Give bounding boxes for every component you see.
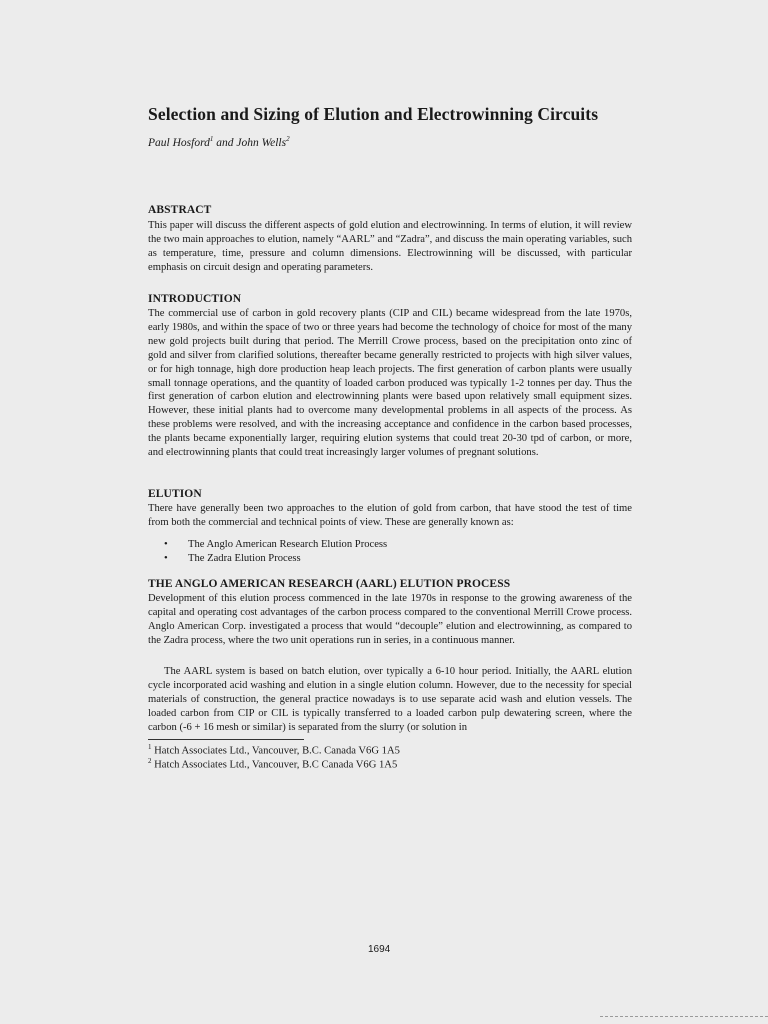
elution-process-list xyxy=(148,538,628,566)
affiliation-mark: 1 xyxy=(209,135,214,143)
footnote-mark: 1 xyxy=(148,743,152,751)
introduction-heading: INTRODUCTION xyxy=(148,293,242,305)
affiliation-mark: 2 xyxy=(286,135,290,143)
list-item xyxy=(148,538,628,552)
page-number: 1694 xyxy=(368,944,391,955)
list-item xyxy=(148,552,628,566)
abstract-heading: ABSTRACT xyxy=(148,204,212,216)
footnote xyxy=(148,757,397,771)
abstract-text: This paper will discuss the different aspects of gold elution and electrowinning. In terms of elution, it will review the two main approaches to elution, namely “AARL” and “Zadra”, and discuss the main operating variables, such as temperature, time, pressure and column dimensions. Electrowinning will be discussed, with particular emphasis on circuit design and operating parameters. xyxy=(148,220,632,273)
footnote-text: Hatch Associates Ltd., Vancouver, B.C. Canada V6G 1A5 xyxy=(151,745,400,757)
footnote xyxy=(148,743,400,757)
footnote-text: Hatch Associates Ltd., Vancouver, B.C Canada V6G 1A5 xyxy=(151,759,398,771)
author-line xyxy=(148,135,290,149)
paper-title: Selection and Sizing of Elution and Electrowinning Circuits xyxy=(148,104,599,124)
elution-text: There have generally been two approaches to the elution of gold from carbon, that have stood the test of time from both the commercial and technical points of view. These are generally known as: xyxy=(148,503,632,528)
aarl-paragraph-2: The AARL system is based on batch elution, over typically a 6-10 hour period. Initially, the AARL elution cycle incorporated acid washing and elution in a single elution column. However, due to the necessity for special materials of construction, the general practice nowadays is to use separate acid wash and elution vessels. The loaded carbon from CIP or CIL is typically transferred to a loaded carbon pulp dewatering screen, where the carbon (-6 + 16 mesh or similar) is separated from the slurry (or solution in xyxy=(148,666,632,733)
list-item-text: The Anglo American Research Elution Process xyxy=(188,539,388,550)
introduction-text: The commercial use of carbon in gold recovery plants (CIP and CIL) became widespread from the late 1970s, early 1980s, and within the space of two or three years had become the technology of choice for most of the many new gold projects built during that period. The Merrill Crowe process, based on the precipitation onto zinc of gold and silver from clarified solutions, thereafter became generally restricted to projects with high silver values, or for high tonnage, high dore production heap leach projects. The first generation of carbon plants were usually small tonnage operations, and the quantity of loaded carbon produced was typically 1-2 tonnes per day. Thus the first generation of carbon elution and electrowinning plants were based upon relatively small equipment sizes. However, these initial plants had to overcome many developmental problems in all aspects of the process. As these problems were resolved, and with the increasing acceptance and confidence in the carbon based processes, the plants became exponentially larger, requiring elution systems that could treat 20-30 tpd of carbon, or more, and electrowinning plants that could treat increasingly larger volumes of pregnant solutions. xyxy=(148,308,632,459)
author-name: Paul Hosford xyxy=(148,136,210,149)
list-item-text: The Zadra Elution Process xyxy=(188,553,301,564)
footnote-divider xyxy=(148,739,304,740)
elution-heading: ELUTION xyxy=(148,488,202,500)
footnote-mark: 2 xyxy=(148,757,152,765)
scan-edge-divider xyxy=(600,1016,768,1017)
bullet-icon: • xyxy=(164,553,168,564)
author-joiner: and xyxy=(213,136,237,149)
author-name: John Wells xyxy=(236,136,287,149)
bullet-icon: • xyxy=(164,539,168,550)
aarl-paragraph-1: Development of this elution process commenced in the late 1970s in response to the growing awareness of the capital and operating cost advantages of the carbon process compared to the conventional Merrill Crowe process. Anglo American Corp. investigated a process that would “decouple” elution and electrowinning, as compared to the Zadra process, where the two unit operations run in series, in a continuous manner. xyxy=(148,593,632,646)
aarl-heading: THE ANGLO AMERICAN RESEARCH (AARL) ELUTION PROCESS xyxy=(148,578,511,590)
